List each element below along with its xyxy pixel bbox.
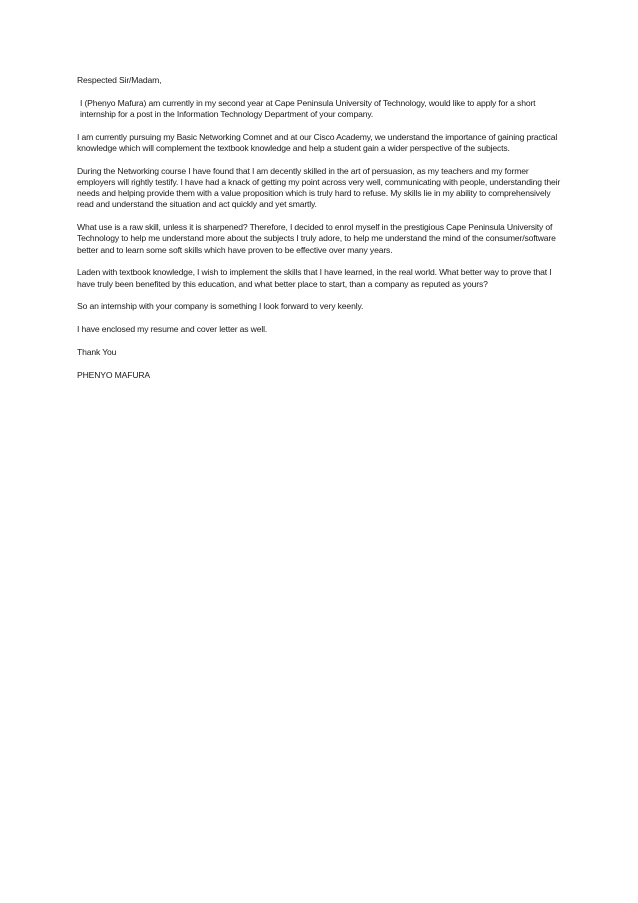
letter-paragraph-enclosure: I have enclosed my resume and cover letter as well. xyxy=(77,324,268,335)
letter-paragraph-motivation: Laden with textbook knowledge, I wish to implement the skills that I have learned, in the real world. What better way to prove that I have truly been benefited by this education, and what better place to start, than a company as reputed as yours? xyxy=(77,267,552,289)
letter-salutation: Respected Sir/Madam, xyxy=(77,75,162,85)
letter-closing: Thank You xyxy=(77,347,117,357)
letter-signature: PHENYO MAFURA xyxy=(77,369,151,380)
letter-paragraph-intro: I (Phenyo Mafura) am currently in my second year at Cape Peninsula University of Technology, would like to apply for a short internship for a post in the Information Technology Department of your company. xyxy=(80,97,536,119)
letter-paragraph-studies: I am currently pursuing my Basic Networking Comnet and at our Cisco Academy, we understand the importance of gaining practical knowledge which will complement the textbook knowledge and help a student gain a wider perspective of the subjects. xyxy=(77,131,558,153)
cover-letter-body xyxy=(77,75,565,393)
letter-paragraph-interest: So an internship with your company is something I look forward to very keenly. xyxy=(77,301,364,312)
letter-paragraph-education: What use is a raw skill, unless it is sharpened? Therefore, I decided to enrol myself in the prestigious Cape Peninsula University of Technology to help me understand more about the subjects I truly adore, to help me understand the mind of the consumer/software better and to learn some soft skills which have proven to be effective over many years. xyxy=(77,222,556,255)
letter-paragraph-skills: During the Networking course I have found that I am decently skilled in the art of persuasion, as my teachers and my former employers will rightly testify. I have had a knack of getting my point across very well, communicating with people, understanding their needs and helping provide them with a value proposition which is truly hard to refuse. My skills lie in my ability to comprehensively read and understand the situation and act quickly and yet smartly. xyxy=(77,165,561,210)
